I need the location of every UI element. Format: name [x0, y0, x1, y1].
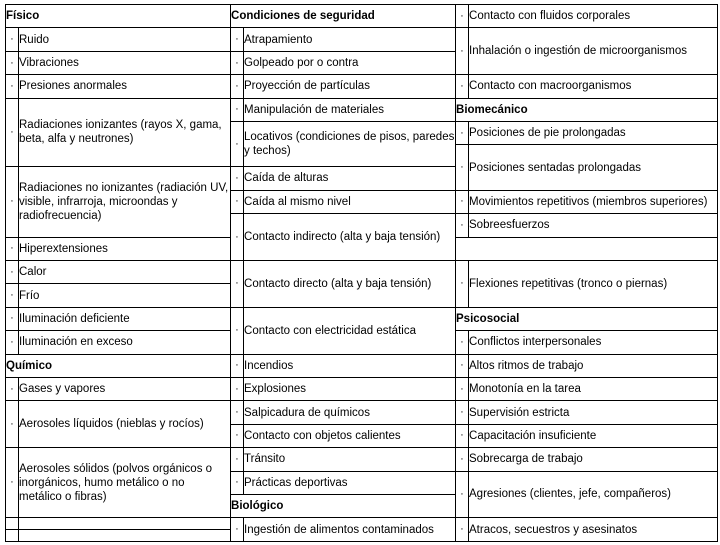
bullet-marker: · — [456, 145, 469, 190]
risk-item-gases-vapores: Gases y vapores — [19, 377, 231, 400]
risk-item-aerosoles-liquidos: Aerosoles líquidos (nieblas y rocíos) — [19, 401, 231, 448]
risk-item-caida-mismo-nivel: Caída al mismo nivel — [244, 190, 456, 213]
category-header-condiciones-seguridad: Condiciones de seguridad — [231, 5, 456, 28]
bullet-marker: · — [231, 260, 244, 307]
risk-item-proyeccion-particulas: Proyección de partículas — [244, 75, 456, 98]
risk-item-posiciones-pie: Posiciones de pie prolongadas — [469, 122, 718, 145]
risk-item-posiciones-sentadas: Posiciones sentadas prolongadas — [469, 145, 718, 190]
table-row — [6, 307, 718, 330]
risk-item-inhalacion-microorganismos: Inhalación o ingestión de microorganismos — [469, 28, 718, 75]
risk-item-flexiones-repetitivas: Flexiones repetitivas (tronco o piernas) — [469, 260, 718, 307]
risk-item-movimientos-repetitivos: Movimientos repetitivos (miembros superiores) — [469, 190, 718, 213]
risk-item-ingestion-alimentos: Ingestión de alimentos contaminados — [244, 518, 456, 542]
bullet-marker: · — [456, 354, 469, 377]
bullet-marker: · — [231, 98, 244, 121]
bullet-marker: · — [6, 377, 19, 400]
risk-item-salpicadura-quimicos: Salpicadura de químicos — [244, 401, 456, 424]
bullet-marker: · — [231, 448, 244, 471]
bullet-marker: · — [456, 75, 469, 98]
risk-item-capacitacion-insuficiente: Capacitación insuficiente — [469, 424, 718, 447]
bullet-marker: · — [456, 331, 469, 354]
bullet-marker: · — [456, 5, 469, 28]
table-row — [6, 377, 718, 400]
risk-item-aerosoles-solidos: Aerosoles sólidos (polvos orgánicos o inorgánicos, humo metálico o no metálico o fibras) — [19, 448, 231, 518]
bullet-marker: · — [456, 471, 469, 518]
bullet-marker: · — [6, 51, 19, 74]
bullet-marker: · — [6, 307, 19, 330]
risk-item-radiaciones-ionizantes: Radiaciones ionizantes (rayos X, gama, beta, alfa y neutrones) — [19, 98, 231, 167]
table-row — [6, 401, 718, 424]
bullet-marker: · — [231, 214, 244, 261]
risk-classification-table — [5, 4, 718, 542]
risk-item-iluminacion-deficiente: Iluminación deficiente — [19, 307, 231, 330]
bullet-marker-empty — [6, 518, 19, 530]
bullet-marker: · — [6, 331, 19, 354]
table-row — [6, 448, 718, 471]
table-row — [6, 75, 718, 98]
risk-item-sobreesfuerzos: Sobreesfuerzos — [469, 214, 718, 237]
bullet-marker: · — [456, 214, 469, 237]
risk-item-transito: Tránsito — [244, 448, 456, 471]
risk-item-atrapamiento: Atrapamiento — [244, 28, 456, 51]
bullet-marker: · — [456, 401, 469, 424]
bullet-marker: · — [231, 401, 244, 424]
bullet-marker: · — [6, 237, 19, 260]
risk-item-monotonia: Monotonía en la tarea — [469, 377, 718, 400]
table-row — [6, 28, 718, 51]
risk-item-practicas-deportivas: Prácticas deportivas — [244, 471, 456, 494]
bullet-marker: · — [456, 518, 469, 542]
risk-item-radiaciones-no-ionizantes: Radiaciones no ionizantes (radiación UV, visible, infrarroja, microondas y radiofrecuencia) — [19, 167, 231, 237]
bullet-marker: · — [456, 424, 469, 447]
table-row — [6, 98, 718, 121]
bullet-marker: · — [456, 122, 469, 145]
risk-item-golpeado: Golpeado por o contra — [244, 51, 456, 74]
category-header-psicosocial: Psicosocial — [456, 307, 718, 330]
bullet-marker: · — [6, 401, 19, 448]
category-header-quimico: Químico — [6, 354, 231, 377]
risk-item-incendios: Incendios — [244, 354, 456, 377]
risk-item-manipulacion-materiales: Manipulación de materiales — [244, 98, 456, 121]
bullet-marker: · — [6, 28, 19, 51]
risk-item-agresiones: Agresiones (clientes, jefe, compañeros) — [469, 471, 718, 518]
bullet-marker: · — [6, 167, 19, 237]
bullet-marker: · — [456, 260, 469, 307]
risk-item-conflictos-interpersonales: Conflictos interpersonales — [469, 331, 718, 354]
risk-item-presiones-anormales: Presiones anormales — [19, 75, 231, 98]
bullet-marker: · — [231, 28, 244, 51]
risk-item-locativos: Locativos (condiciones de pisos, paredes y techos) — [244, 122, 456, 167]
risk-item-altos-ritmos: Altos ritmos de trabajo — [469, 354, 718, 377]
risk-item-contacto-indirecto: Contacto indirecto (alta y baja tensión) — [244, 214, 456, 261]
bullet-marker: · — [231, 51, 244, 74]
bullet-marker: · — [456, 190, 469, 213]
table-row — [6, 518, 718, 530]
risk-item-objetos-calientes: Contacto con objetos calientes — [244, 424, 456, 447]
risk-item-hiperextensiones: Hiperextensiones — [19, 237, 231, 260]
risk-item-frio: Frío — [19, 284, 231, 307]
bullet-marker-empty — [6, 530, 19, 542]
risk-item-contacto-macroorganismos: Contacto con macroorganismos — [469, 75, 718, 98]
category-header-biomecanico: Biomecánico — [456, 98, 718, 121]
table-row — [6, 5, 718, 28]
risk-item-caida-alturas: Caída de alturas — [244, 167, 456, 190]
empty-cell — [19, 530, 231, 542]
bullet-marker: · — [231, 354, 244, 377]
table-body — [6, 5, 718, 542]
bullet-marker: · — [231, 75, 244, 98]
risk-item-vibraciones: Vibraciones — [19, 51, 231, 74]
table-row — [6, 354, 718, 377]
bullet-marker: · — [231, 377, 244, 400]
risk-item-atracos: Atracos, secuestros y asesinatos — [469, 518, 718, 542]
risk-item-ruido: Ruido — [19, 28, 231, 51]
risk-item-electricidad-estatica: Contacto con electricidad estática — [244, 307, 456, 354]
bullet-marker: · — [231, 190, 244, 213]
table-row — [6, 260, 718, 283]
bullet-marker: · — [231, 424, 244, 447]
bullet-marker: · — [6, 75, 19, 98]
risk-item-contacto-fluidos: Contacto con fluidos corporales — [469, 5, 718, 28]
category-header-biologico: Biológico — [231, 494, 456, 517]
risk-item-sobrecarga-trabajo: Sobrecarga de trabajo — [469, 448, 718, 471]
risk-item-supervision-estricta: Supervisión estricta — [469, 401, 718, 424]
bullet-marker: · — [231, 471, 244, 494]
bullet-marker: · — [456, 28, 469, 75]
risk-item-iluminacion-exceso: Iluminación en exceso — [19, 331, 231, 354]
bullet-marker: · — [6, 448, 19, 518]
category-header-fisico: Físico — [6, 5, 231, 28]
risk-item-contacto-directo: Contacto directo (alta y baja tensión) — [244, 260, 456, 307]
bullet-marker: · — [456, 448, 469, 471]
bullet-marker: · — [231, 167, 244, 190]
bullet-marker: · — [6, 98, 19, 167]
bullet-marker: · — [6, 260, 19, 283]
bullet-marker: · — [231, 307, 244, 354]
empty-cell — [19, 518, 231, 530]
bullet-marker: · — [231, 518, 244, 542]
risk-item-calor: Calor — [19, 260, 231, 283]
risk-item-explosiones: Explosiones — [244, 377, 456, 400]
bullet-marker: · — [6, 284, 19, 307]
bullet-marker: · — [456, 377, 469, 400]
bullet-marker: · — [231, 122, 244, 167]
